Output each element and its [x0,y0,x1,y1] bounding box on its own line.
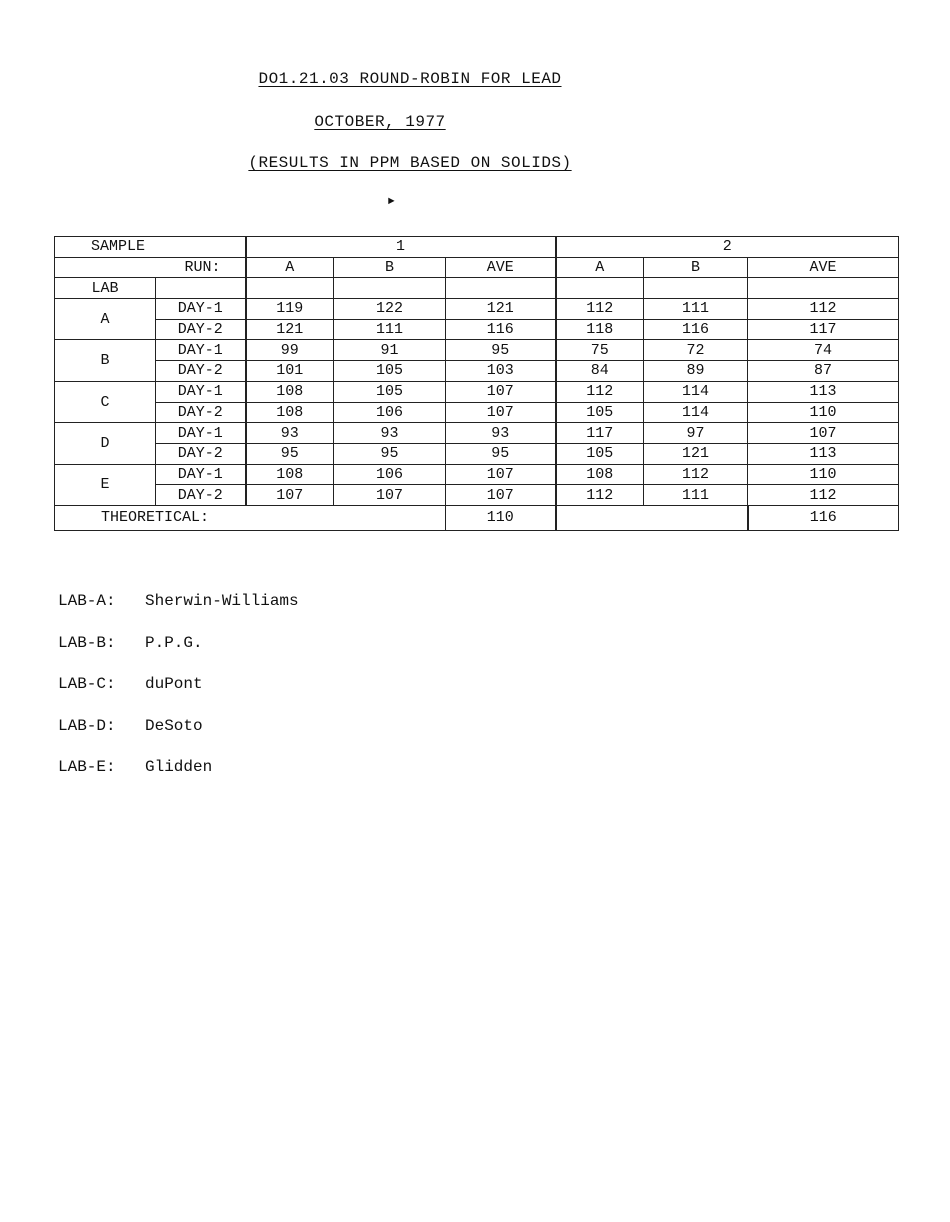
value-cell: 93 [246,423,334,444]
result-row [55,443,899,464]
value-cell: 114 [644,381,748,402]
lab-cell: A [55,299,156,340]
value-cell: 107 [446,464,556,485]
value-cell: 105 [556,443,644,464]
sample-2-header: 2 [556,237,899,258]
lab-name: duPont [145,675,203,693]
lab-cell: E [55,464,156,505]
day-cell: DAY-1 [156,423,246,444]
result-row [55,299,899,320]
day-cell: DAY-2 [156,402,246,423]
run-header-row [55,257,899,278]
value-cell: 121 [246,319,334,340]
result-row [55,361,899,382]
result-row [55,485,899,506]
sample-1-header: 1 [246,237,556,258]
lab-name: Glidden [145,758,213,776]
lab-code: LAB-A: [58,592,116,610]
lab-legend-item [58,634,299,676]
value-cell: 107 [246,485,334,506]
units-note: (RESULTS IN PPM BASED ON SOLIDS) [248,154,572,172]
value-cell: 75 [556,340,644,361]
day-cell: DAY-2 [156,485,246,506]
lab-label: LAB [55,278,156,299]
value-cell: 107 [446,381,556,402]
value-cell: 74 [748,340,899,361]
value-cell: 122 [334,299,446,320]
lab-name: P.P.G. [145,633,203,652]
value-cell: 105 [334,361,446,382]
theoretical-row [55,505,899,530]
day-cell: DAY-2 [156,361,246,382]
value-cell: 121 [446,299,556,320]
value-cell: 112 [556,299,644,320]
value-cell: 101 [246,361,334,382]
lab-legend [58,592,299,800]
theoretical-label: THEORETICAL: [55,505,246,530]
lab-name: Sherwin-Williams [145,592,299,610]
lab-code: LAB-B: [58,633,116,652]
lab-legend-item [58,675,299,717]
value-cell: 89 [644,361,748,382]
value-cell: 72 [644,340,748,361]
column-header-1-ave: AVE [446,257,556,278]
day-cell: DAY-1 [156,381,246,402]
value-cell: 112 [748,485,899,506]
column-header-2-b: B [644,257,748,278]
lab-cell: B [55,340,156,381]
value-cell: 84 [556,361,644,382]
value-cell: 112 [748,299,899,320]
value-cell: 108 [246,381,334,402]
value-cell: 112 [556,485,644,506]
value-cell: 116 [446,319,556,340]
value-cell: 91 [334,340,446,361]
document-title: DO1.21.03 ROUND-ROBIN FOR LEAD [258,70,562,88]
value-cell: 106 [334,402,446,423]
value-cell: 107 [446,485,556,506]
lab-cell: D [55,423,156,464]
value-cell: 107 [748,423,899,444]
value-cell: 105 [334,381,446,402]
value-cell: 108 [246,464,334,485]
lab-code: LAB-C: [58,675,116,693]
value-cell: 113 [748,381,899,402]
value-cell: 97 [644,423,748,444]
value-cell: 113 [748,443,899,464]
value-cell: 110 [748,464,899,485]
value-cell: 121 [644,443,748,464]
value-cell: 111 [644,299,748,320]
lab-legend-item [58,758,299,800]
value-cell: 107 [446,402,556,423]
column-header-1-b: B [334,257,446,278]
document-date: OCTOBER, 1977 [314,113,446,131]
value-cell: 95 [446,443,556,464]
column-header-2-a: A [556,257,644,278]
value-cell: 118 [556,319,644,340]
result-row [55,464,899,485]
theoretical-value-2: 116 [748,505,899,530]
value-cell: 107 [334,485,446,506]
value-cell: 110 [748,402,899,423]
lab-legend-item [58,717,299,759]
run-label: RUN: [55,257,246,278]
results-table [54,236,899,531]
lab-name: DeSoto [145,716,203,735]
lab-cell: C [55,381,156,422]
day-cell: DAY-2 [156,319,246,340]
value-cell: 119 [246,299,334,320]
value-cell: 108 [556,464,644,485]
day-cell: DAY-1 [156,464,246,485]
value-cell: 108 [246,402,334,423]
result-row [55,381,899,402]
value-cell: 105 [556,402,644,423]
value-cell: 95 [446,340,556,361]
day-cell: DAY-2 [156,443,246,464]
value-cell: 117 [748,319,899,340]
sample-header-row [55,237,899,258]
lab-code: LAB-D: [58,716,116,735]
value-cell: 111 [644,485,748,506]
value-cell: 116 [644,319,748,340]
value-cell: 112 [644,464,748,485]
result-row [55,319,899,340]
value-cell: 117 [556,423,644,444]
column-header-2-ave: AVE [748,257,899,278]
lab-header-row [55,278,899,299]
sample-label: SAMPLE [55,237,246,258]
column-header-1-a: A [246,257,334,278]
value-cell: 93 [446,423,556,444]
value-cell: 93 [334,423,446,444]
lab-code: LAB-E: [58,758,116,776]
lab-legend-item [58,592,299,634]
theoretical-value-1: 110 [446,505,556,530]
value-cell: 95 [246,443,334,464]
value-cell: 112 [556,381,644,402]
value-cell: 95 [334,443,446,464]
result-row [55,423,899,444]
value-cell: 103 [446,361,556,382]
value-cell: 99 [246,340,334,361]
value-cell: 111 [334,319,446,340]
result-row [55,402,899,423]
value-cell: 114 [644,402,748,423]
day-cell: DAY-1 [156,340,246,361]
arrow-mark-icon: ► [388,196,395,208]
value-cell: 106 [334,464,446,485]
result-row [55,340,899,361]
day-cell: DAY-1 [156,299,246,320]
value-cell: 87 [748,361,899,382]
